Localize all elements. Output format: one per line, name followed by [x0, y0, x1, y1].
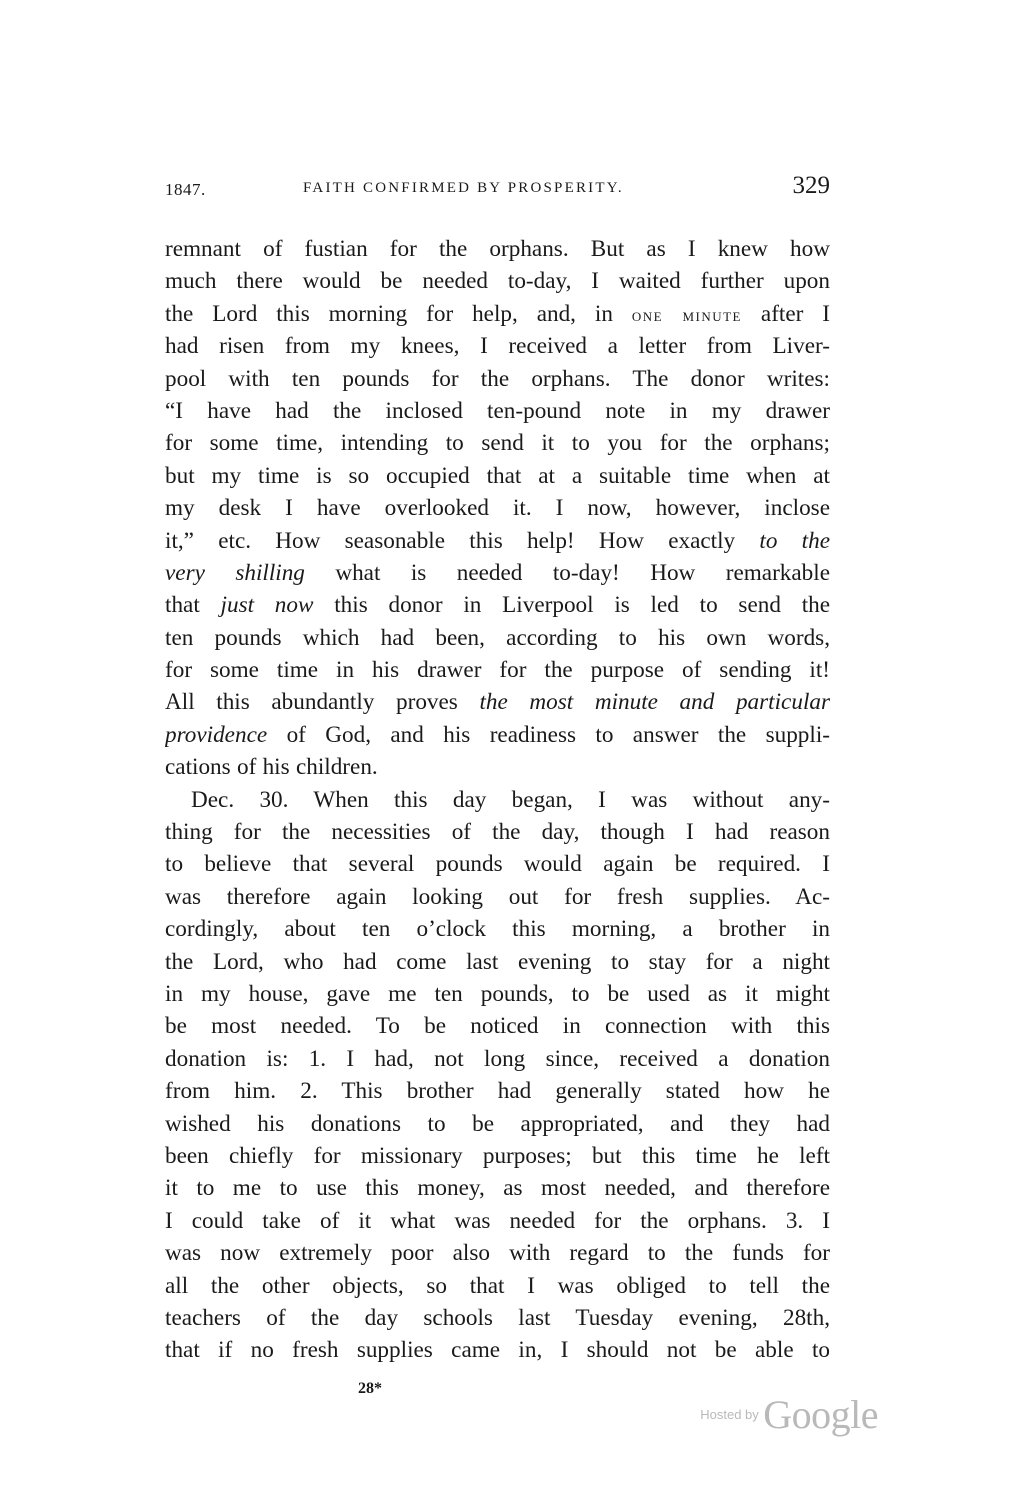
text-line: been chiefly for missionary purposes; but this time he left	[165, 1142, 830, 1169]
text-line: Dec. 30. When this day began, I was without any-	[191, 786, 830, 813]
text-line: for some time in his drawer for the purpose of sending it!	[165, 657, 830, 684]
text-line: from him. 2. This brother had generally stated how he	[165, 1078, 830, 1105]
text-line: was therefore again looking out for fresh supplies. Ac-	[165, 883, 830, 910]
text-line: had risen from my knees, I received a letter from Liver-	[165, 333, 830, 360]
emphasis-italic: providence	[165, 721, 268, 748]
text-line: wished his donations to be appropriated, and they had	[165, 1110, 830, 1137]
text-line: it,” etc. How seasonable this help! How exactly to the	[165, 527, 830, 554]
text-line: I could take of it what was needed for the orphans. 3. I	[165, 1207, 830, 1234]
emphasis-italic: just now	[220, 592, 314, 619]
text-line: “I have had the inclosed ten-pound note in my drawer	[165, 397, 830, 424]
text-line: very shilling what is needed to-day! How remarkable	[165, 559, 830, 586]
google-logo: Google	[763, 1392, 878, 1437]
text-line: thing for the necessities of the day, though I had reason	[165, 819, 830, 846]
text-line: pool with ten pounds for the orphans. The donor writes:	[165, 365, 830, 392]
text-line: my desk I have overlooked it. I now, however, inclose	[165, 495, 830, 522]
page-number: 329	[792, 172, 830, 199]
text-line: cations of his children.	[165, 754, 378, 781]
header-title: FAITH CONFIRMED BY PROSPERITY.	[303, 180, 624, 196]
body-text	[165, 233, 830, 1367]
emphasis-italic: very shilling	[165, 559, 305, 586]
text-line: that just now this donor in Liverpool is led to send the	[165, 592, 830, 619]
text-line: that if no fresh supplies came in, I should not be able to	[165, 1337, 830, 1364]
text-line: to believe that several pounds would again be required. I	[165, 851, 830, 878]
signature-mark: 28*	[358, 1380, 382, 1397]
text-line: it to me to use this money, as most needed, and therefore	[165, 1175, 830, 1202]
text-line: but my time is so occupied that at a suitable time when at	[165, 462, 830, 489]
text-line: ten pounds which had been, according to his own words,	[165, 624, 830, 651]
running-header	[165, 172, 830, 212]
text-line: providence of God, and his readiness to answer the suppli-	[165, 721, 830, 748]
text-line: for some time, intending to send it to you for the orphans;	[165, 430, 830, 457]
emphasis-italic: the most minute and particular	[479, 689, 830, 716]
header-year: 1847.	[165, 180, 206, 199]
text-line: be most needed. To be noticed in connection with this	[165, 1013, 830, 1040]
text-line: donation is: 1. I had, not long since, received a donation	[165, 1045, 830, 1072]
text-line: much there would be needed to-day, I waited further upon	[165, 268, 830, 295]
emphasis-italic: to the	[759, 527, 830, 554]
text-line: cordingly, about ten o’clock this morning, a brother in	[165, 916, 830, 943]
google-watermark	[700, 1391, 878, 1438]
watermark-hosted-by: Hosted by	[700, 1407, 759, 1422]
text-line: All this abundantly proves the most minute and particular	[165, 689, 830, 716]
text-line: was now extremely poor also with regard to the funds for	[165, 1240, 830, 1267]
text-line: the Lord this morning for help, and, in one minute after I	[165, 300, 830, 327]
text-line: in my house, gave me ten pounds, to be used as it might	[165, 980, 830, 1007]
text-line: all the other objects, so that I was obliged to tell the	[165, 1272, 830, 1299]
text-line: the Lord, who had come last evening to stay for a night	[165, 948, 830, 975]
emphasis-small-caps: one minute	[631, 304, 742, 326]
text-line: remnant of fustian for the orphans. But as I knew how	[165, 236, 830, 262]
text-line: teachers of the day schools last Tuesday evening, 28th,	[165, 1304, 830, 1331]
